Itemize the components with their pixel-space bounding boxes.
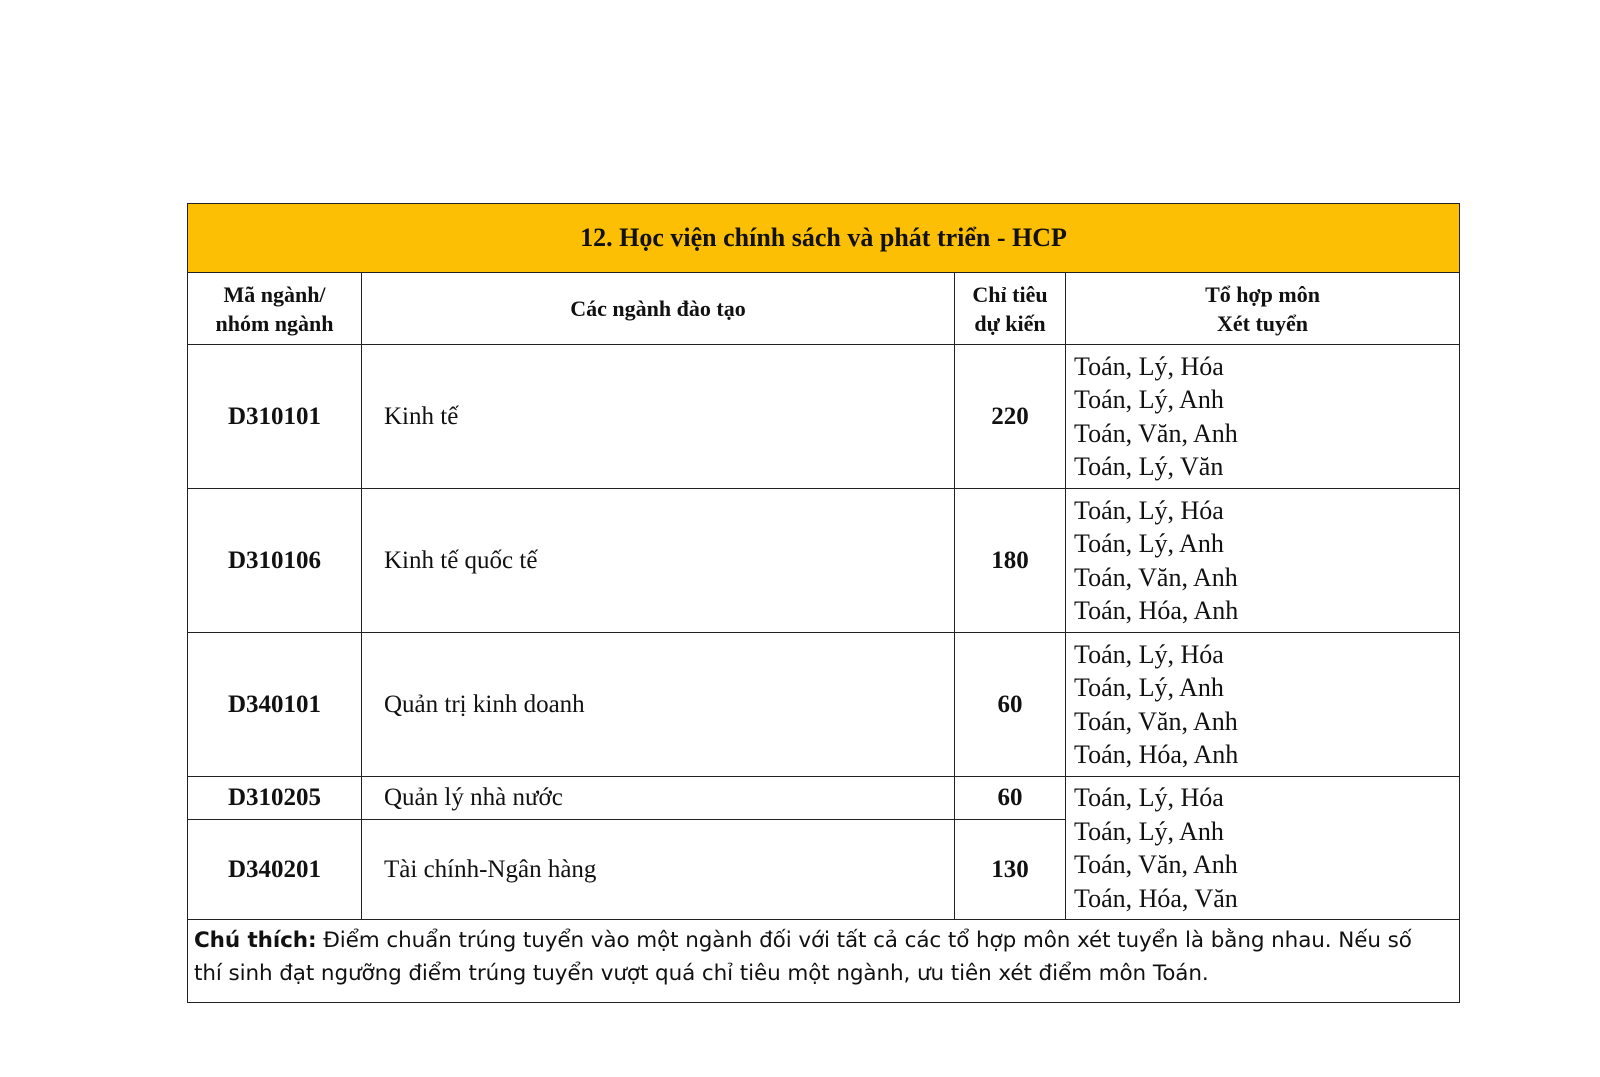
header-row <box>188 273 1460 345</box>
subject-combo: Toán, Văn, Anh <box>1074 850 1238 879</box>
admissions-table <box>187 203 1460 1003</box>
subject-combo: Toán, Lý, Anh <box>1074 529 1224 558</box>
note <box>188 920 1460 1003</box>
program-name: Quản trị kinh doanh <box>362 633 955 777</box>
program-quota: 180 <box>955 489 1066 633</box>
header-subjects-line2: Xét tuyển <box>1217 310 1309 336</box>
header-quota-line2: dự kiến <box>974 310 1046 336</box>
program-quota: 220 <box>955 345 1066 489</box>
subject-combo: Toán, Lý, Anh <box>1074 385 1224 414</box>
header-subjects-line1: Tổ hợp môn <box>1205 281 1320 307</box>
note-line1 <box>194 924 1453 957</box>
note-row <box>188 920 1460 1003</box>
header-subjects <box>1066 273 1460 345</box>
subject-combo: Toán, Hóa, Anh <box>1074 596 1239 625</box>
table-title: 12. Học viện chính sách và phát triển - HCP <box>188 204 1460 273</box>
subject-combinations <box>1066 345 1460 489</box>
subject-combo: Toán, Lý, Văn <box>1074 452 1224 481</box>
shared-subject-combinations <box>1066 777 1460 920</box>
program-code: D310205 <box>188 777 362 820</box>
subject-combo: Toán, Lý, Anh <box>1074 816 1224 846</box>
table-row <box>188 777 1460 820</box>
header-quota <box>955 273 1066 345</box>
subject-combo: Toán, Lý, Hóa <box>1074 495 1224 525</box>
subject-combo: Toán, Hóa, Văn <box>1074 883 1238 913</box>
subject-combo: Toán, Văn, Anh <box>1074 562 1238 592</box>
program-quota: 130 <box>955 820 1066 920</box>
note-label: Chú thích: <box>194 928 317 953</box>
header-code <box>188 273 362 345</box>
header-code-line1: Mã ngành/ <box>223 281 326 307</box>
header-quota-line1: Chỉ tiêu <box>972 281 1048 307</box>
subject-combinations <box>1066 489 1460 633</box>
program-name: Tài chính-Ngân hàng <box>362 820 955 920</box>
program-name: Quản lý nhà nước <box>362 777 955 820</box>
program-code: D310106 <box>188 489 362 633</box>
program-code: D340101 <box>188 633 362 777</box>
program-quota: 60 <box>955 777 1066 820</box>
table-row <box>188 633 1460 777</box>
program-name: Kinh tế quốc tế <box>362 489 955 633</box>
subject-combo: Toán, Lý, Hóa <box>1074 639 1224 669</box>
note-text-1: Điểm chuẩn trúng tuyển vào một ngành đối với tất cả các tổ hợp môn xét tuyển là bằng nhau. Nếu số <box>316 928 1412 953</box>
program-name: Kinh tế <box>362 345 955 489</box>
subject-combo: Toán, Lý, Anh <box>1074 673 1224 702</box>
table-row <box>188 345 1460 489</box>
header-program: Các ngành đào tạo <box>362 273 955 345</box>
program-quota: 60 <box>955 633 1066 777</box>
subject-combo: Toán, Hóa, Anh <box>1074 740 1239 769</box>
subject-combo: Toán, Lý, Hóa <box>1074 783 1224 812</box>
program-code: D310101 <box>188 345 362 489</box>
program-code: D340201 <box>188 820 362 920</box>
subject-combo: Toán, Văn, Anh <box>1074 418 1238 448</box>
subject-combinations <box>1066 633 1460 777</box>
subject-combo: Toán, Lý, Hóa <box>1074 351 1224 381</box>
note-line2: thí sinh đạt ngưỡng điểm trúng tuyển vượt quá chỉ tiêu một ngành, ưu tiên xét điểm môn Toán. <box>194 961 1209 986</box>
header-code-line2: nhóm ngành <box>215 310 334 336</box>
table-row <box>188 489 1460 633</box>
subject-combo: Toán, Văn, Anh <box>1074 706 1238 736</box>
